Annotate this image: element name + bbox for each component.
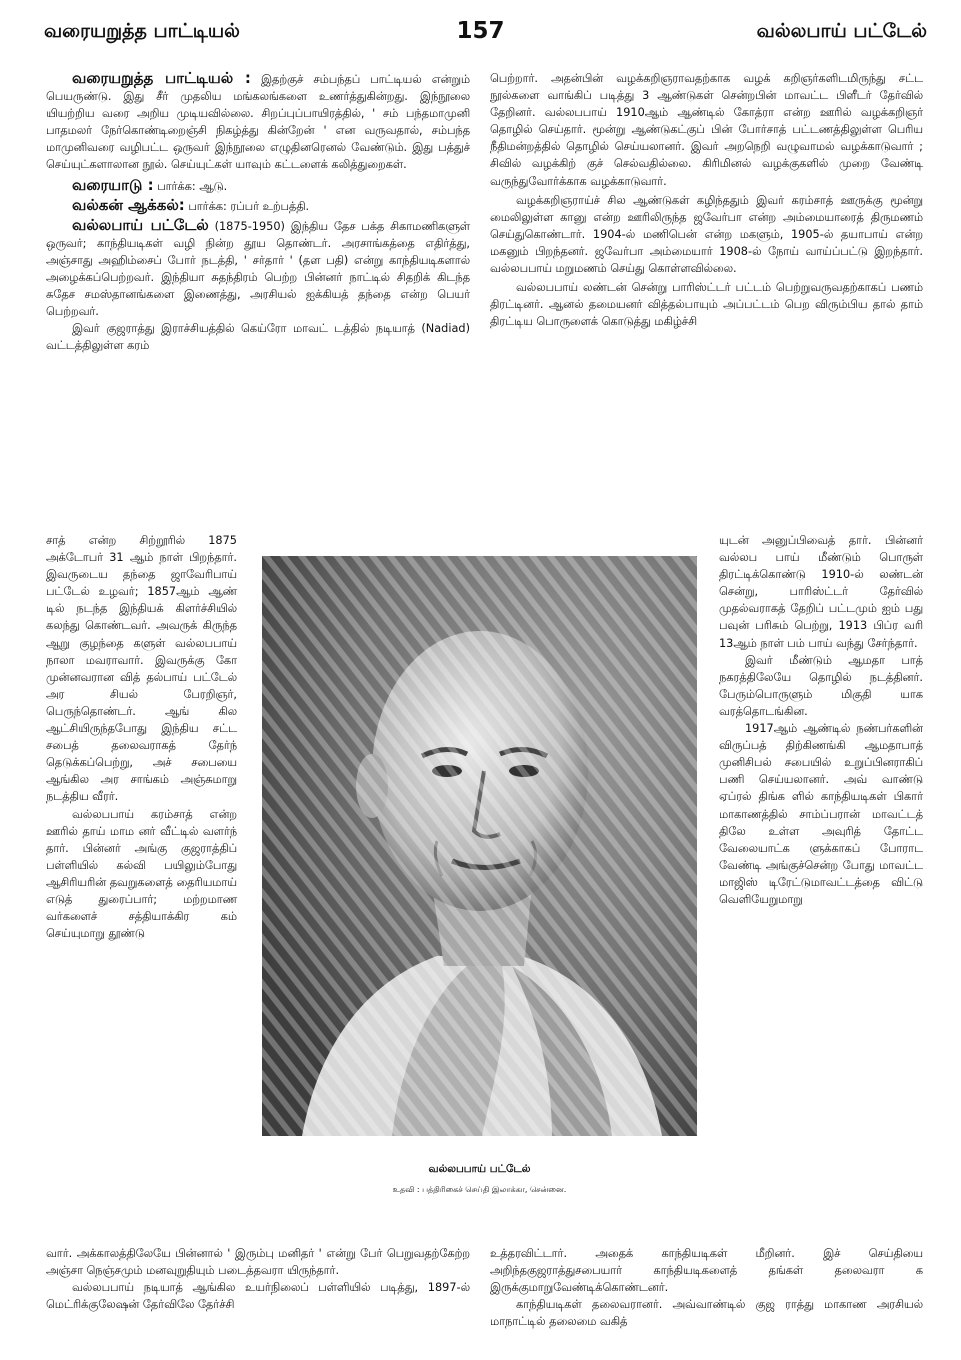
paragraph: இவர் குஜராத்து இராச்சியத்தில் கெய்ரோ மாவட் டத்தில் நடியாத் (Nadiad) வட்டத்திலுள்ள கரம் — [46, 322, 470, 353]
paragraph: வல்லபபாய் லண்டன் சென்று பாரிஸ்ட்டர் பட்டம் பெற்றுவருவதற்காகப் பணம் திரட்டினர். ஆனல் தமையனர் வித்தல்பாயும் அப்பட்டம் பெற விரும்பிய தால் தாம் திரட்டிய பொருளைக் கொடுத்து மகிழ்ச்சி — [490, 281, 923, 329]
paragraph: சாத் என்ற சிற்றூரில் 1875 அக்டோபர் 31 ஆம் நாள் பிறந்தார். இவருடைய தந்தை ஜாவேரிபாய் பட்டேல் உழவர்; 1857ஆம் ஆண் டில் நடந்த இந்தியக் கிளர்ச்சியில் கலந்து கொண்டவர். அவருக் கிருந்த ஆறு குழந்தை களுள் வல்லபபாய் நாலா மவராவார். இவருக்கு கோ முன்னவரான வித் தல்பாய் பட்டேல் அர சியல் பேரறிஞர், பெருந்தொண்டர். ஆங் கில ஆட்சியிருந்தபோது இந்திய சட்ட சபைத் தலைவராகத் தேர்ந் தெடுக்கப்பெற்று, அச் சபையை ஆங்கில அர சாங்கம் அஞ்சுமாறு நடத்திய வீரர். — [46, 534, 237, 804]
cross-reference: பார்க்க: ரப்பர் உற்பத்தி. — [188, 199, 310, 213]
headword: வல்லபாய் பட்டேல் — [72, 215, 209, 234]
right-wrap-column — [719, 532, 923, 908]
cross-reference: பார்க்க: ஆடு. — [157, 179, 228, 193]
portrait-photo — [262, 556, 697, 1136]
headword: வரையறுத்த பாட்டியல் : — [72, 69, 251, 87]
figure-credit: உதவி : பத்திரிகைச் செய்தி இலாக்கா, சென்னை. — [392, 1185, 567, 1194]
entry-varaiyadu — [46, 177, 470, 195]
entry-text: இதற்குச் சம்பந்தப் பாட்டியல் என்றும் பெயருண்டு. இது சீர் முதலிய மங்கலங்களை உணர்த்துகின்றது. இந்நூலை யியற்றிய வரை அறிய முடியவில்லை. சிறப்புப்பாயிரத்தில், ' சம் பந்தமாமுனி பாதமலர் நேர்கொண்டிறைஞ்சி நிகழ்த்து கின்றேன் ' என வருவதால், சம்பந்த மாமுனிவரை வழிபட்ட ஒருவர் இந்நூலை எழுதினரெனல் வேண்டும். இது பத்துச் செய்யுட்களாலான நூல். செய்யுட்கள் யாவும் கட்டளைக் கலித்துறைகள். — [46, 73, 471, 172]
left-column-bottom — [46, 1245, 470, 1313]
figure-caption: வல்லபபாய் பட்டேல் — [428, 1163, 531, 1175]
page-number: 157 — [456, 18, 505, 44]
paragraph: யுடன் அனுப்பிவைத் தார். பின்னர் வல்லப பாய் மீண்டும் பொருள் திரட்டிக்கொண்டு 1910-ல் லண்டன் சென்று, பாரிஸ்ட்டர் தேர்வில் முதல்வராகத் தேறிப் பட்டமும் ஐம் பது பவுன் பரிசும் பெற்று, 1913 பிப்ர வரி 13ஆம் நாள் பம் பாய் வந்து சேர்ந்தார். — [719, 534, 923, 650]
headword: வல்கன் ஆக்கல்: — [72, 195, 185, 214]
paragraph: காந்தியடிகள் தலைவரானர். அவ்வாண்டில் குஜ ராத்து மாகாண அரசியல் மாநாட்டில் தலைமை வகித் — [490, 1298, 923, 1329]
running-header-left: வரையறுத்த பாட்டியல் — [44, 20, 240, 42]
paragraph: 1917ஆம் ஆண்டில் நண்பர்களின் விருப்பத் திற்கிணங்கி ஆமதாபாத் முனிசிபல் சபையில் உறுப்பினராகிப் பணி செய்யலானர். அவ் வாண்டு ஏப்ரல் திங்க ளில் காந்தியடிகள் பிகார் மாகாணத்தில் சாம்ப்பரான் மாவட்டத் திலே உள்ள அவுரித் தோட்ட வேலையாட்க ளுக்காகப் போராட வேண்டி அங்குச்சென்ற போது மாவட்ட மாஜிஸ் டிரேட்டுமாவட்டத்தை விட்டு வெளியேறுமாறு — [719, 722, 923, 906]
right-column-top — [490, 70, 923, 330]
paragraph: வார். அக்காலத்திலேயே பின்னால் ' இரும்பு மனிதர் ' என்று பேர் பெறுவதற்கேற்ற அஞ்சா நெஞ்சமும் மனவுறுதியும் படைத்தவரா யிருந்தார். — [46, 1247, 470, 1278]
paragraph: வல்லபபாய் நடியாத் ஆங்கில உயர்நிலைப் பள்ளியில் படித்து, 1897-ல் மெட்ரிக்குலேஷன் தேர்விலே தேர்ச்சி — [46, 1281, 470, 1312]
left-column-top — [46, 70, 470, 355]
entry-vallagan — [46, 197, 470, 215]
entry-text: (1875-1950) இந்திய தேச பக்த சிகாமணிகளுள் ஒருவர்; காந்தியடிகள் வழி நின்ற தூய தொண்டர். அரசாங்கத்தை எதிர்த்து, அஞ்சாது அஹிம்சைப் போர் நடத்தி, ' சர்தார் ' (தள பதி) என்று காந்தியடிகளால் அழைக்கப்பெற்றவர். இந்தியா சுதந்திரம் பெற்ற பின்னர் நாட்டில் சிதறிக் கிடந்த சுதேச சமஸ்தானங்களை இணைத்து, அரசியல் ஐக்கியத் தந்தை என்ற பெயர் பெற்றவர். — [46, 219, 470, 319]
portrait-icon — [262, 556, 697, 1136]
running-header-right: வல்லபாய் பட்டேல் — [756, 20, 927, 42]
entry-varaiyarutha — [46, 70, 470, 174]
paragraph: வழக்கறிஞராய்ச் சில ஆண்டுகள் கழிந்ததும் இவர் கரம்சாத் ஊருக்கு மூன்று மைலிலுள்ள கானு என்ற ஊரிலிருந்த ஜவேர்பா என்ற அம்மையாரைத் திருமணம் செய்துகொண்டார். 1904-ல் மணிபென் என்ற மகளும், 1905-ல் தயாபாய் என்ற மகனும் பிறந்தனர். ஜவேர்பா அம்மையார் 1908-ல் நோய் வாய்ப்பட்டு இறந்தார். வல்லபபாய் மறுமணம் செய்து கொள்ளவில்லை. — [490, 193, 923, 276]
entry-patel — [46, 217, 470, 321]
headword: வரையாடு : — [72, 175, 154, 194]
left-wrap-column — [46, 532, 237, 942]
paragraph: இவர் மீண்டும் ஆமதா பாத் நகரத்திலேயே தொழில் நடத்தினர். பேரும்பொருளும் மிகுதி யாக வரத்தொடங்கின. — [719, 653, 923, 718]
paragraph: வல்லபபாய் கரம்சாத் என்ற ஊரில் தாய் மாம னர் வீட்டில் வளர்ந் தார். பின்னர் அங்கு குஜராத்திப் பள்ளியில் கல்வி பயிலும்போது ஆசிரியரின் தவறுகளைத் தைரியமாய் எடுத் துரைப்பார்; மற்றமாண வர்களைச் சத்தியாக்கிர கம் செய்யுமாறு தூண்டு — [46, 807, 237, 941]
right-column-bottom — [490, 1245, 923, 1330]
paragraph: உத்தரவிட்டார். அதைக் காந்தியடிகள் மீறினர். இச் செய்தியை அறிந்தகுஜராத்துசபையார் காந்தியடிகளைத் தங்கள் தலைவரா க இருக்குமாறுவேண்டிக்கொண்டனர். — [490, 1247, 923, 1295]
paragraph: பெற்றார். அதன்பின் வழக்கறிஞராவதற்காக வழக் கறிஞர்களிடமிருந்து சட்ட நூல்களை வாங்கிப் படித்து 3 ஆண்டுகள் சென்றபின் மாவட்ட பிளீடர் தேர்வில் தேறினர். வல்லபபாய் 1910ஆம் ஆண்டில் கோத்ரா என்ற ஊரில் வழக்கறிஞர் தொழில் செய்தார். மூன்று ஆண்டுகட்குப் பின் போர்சாத் பட்டணத்திலுள்ள பெரிய நீதிமன்றத்தில் தொழில் செய்யலானர். இவர் அறநெறி வழுவாமல் வழக்காடுவார் ; சிவில் வழக்கிற் குச் செல்வதில்லை. கிரிமினல் வழக்குகளில் முறை வேண்டி வருந்துவோர்க்காக வழக்காடுவார். — [490, 72, 923, 188]
